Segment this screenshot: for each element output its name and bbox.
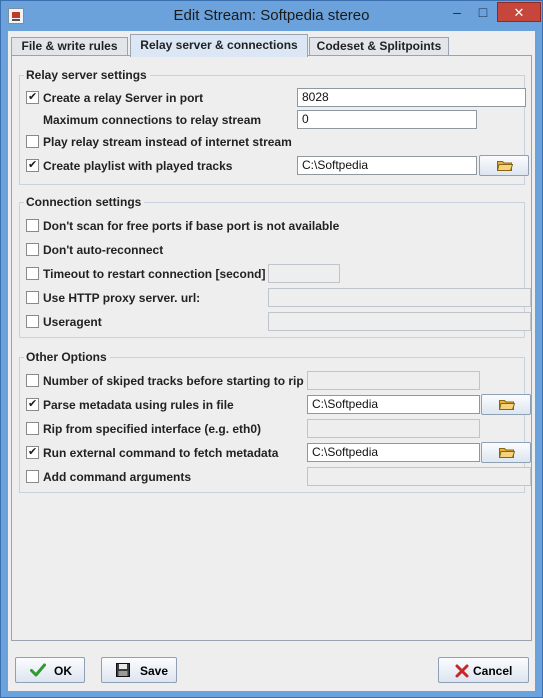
- connection-settings-group-title: Connection settings: [24, 195, 144, 209]
- max-connections-input[interactable]: 0: [297, 110, 477, 129]
- play-relay-label: Play relay stream instead of internet stream: [43, 135, 292, 149]
- parse-metadata-input[interactable]: C:\Softpedia: [307, 395, 480, 414]
- parse-metadata-label: Parse metadata using rules in file: [43, 398, 234, 412]
- play-relay-checkbox[interactable]: [26, 135, 39, 148]
- tab-panel: [11, 55, 532, 641]
- save-button[interactable]: [101, 657, 177, 683]
- other-options-group-title: Other Options: [24, 350, 110, 364]
- maximize-button[interactable]: □: [478, 4, 488, 20]
- rip-interface-input[interactable]: [307, 419, 480, 438]
- dont-reconnect-checkbox[interactable]: [26, 243, 39, 256]
- run-command-checkbox[interactable]: [26, 446, 39, 459]
- skip-tracks-checkbox[interactable]: [26, 374, 39, 387]
- run-command-label: Run external command to fetch metadata: [43, 446, 279, 460]
- run-command-input[interactable]: C:\Softpedia: [307, 443, 480, 462]
- create-relay-checkbox[interactable]: [26, 91, 39, 104]
- tab-relay-server-connections[interactable]: Relay server & connections: [130, 34, 308, 57]
- relay-server-group-title: Relay server settings: [24, 68, 150, 82]
- create-playlist-checkbox[interactable]: [26, 159, 39, 172]
- cancel-x-icon: [455, 664, 469, 678]
- folder-open-icon: [499, 399, 515, 410]
- create-relay-label: Create a relay Server in port: [43, 91, 204, 105]
- useragent-checkbox[interactable]: [26, 315, 39, 328]
- proxy-label: Use HTTP proxy server. url:: [43, 291, 201, 305]
- create-playlist-label: Create playlist with played tracks: [43, 159, 233, 173]
- skip-tracks-input[interactable]: [307, 371, 480, 390]
- dont-reconnect-label: Don't auto-reconnect: [43, 243, 164, 257]
- dialog-client: [8, 31, 535, 691]
- add-args-input[interactable]: [307, 467, 531, 486]
- close-button[interactable]: ✕: [497, 2, 541, 22]
- useragent-input[interactable]: [268, 312, 531, 331]
- folder-open-icon: [497, 160, 513, 171]
- parse-metadata-browse-button[interactable]: [481, 394, 531, 415]
- timeout-label: Timeout to restart connection [second]: [43, 267, 266, 281]
- add-args-label: Add command arguments: [43, 470, 192, 484]
- window-title: Edit Stream: Softpedia stereo: [173, 7, 370, 24]
- ok-button-label: OK: [54, 664, 72, 678]
- dont-scan-label: Don't scan for free ports if base port is not available: [43, 219, 340, 233]
- timeout-checkbox[interactable]: [26, 267, 39, 280]
- cancel-button-label: Cancel: [473, 664, 513, 678]
- playlist-path-input[interactable]: C:\Softpedia: [297, 156, 477, 175]
- folder-open-icon: [499, 447, 515, 458]
- tab-codeset-splitpoints[interactable]: Codeset & Splitpoints: [309, 37, 449, 56]
- minimize-button[interactable]: –: [453, 4, 461, 20]
- rip-interface-checkbox[interactable]: [26, 422, 39, 435]
- ok-button[interactable]: [15, 657, 85, 683]
- title-bar[interactable]: [1, 1, 542, 31]
- relay-server-group: [19, 68, 525, 185]
- tab-file-write-rules[interactable]: File & write rules: [11, 37, 128, 56]
- timeout-input[interactable]: [268, 264, 340, 283]
- max-connections-label: Maximum connections to relay stream: [43, 113, 262, 127]
- proxy-url-input[interactable]: [268, 288, 531, 307]
- other-options-group: [19, 350, 525, 493]
- cancel-button[interactable]: [438, 657, 529, 683]
- add-args-checkbox[interactable]: [26, 470, 39, 483]
- rip-interface-label: Rip from specified interface (e.g. eth0): [43, 422, 262, 436]
- parse-metadata-checkbox[interactable]: [26, 398, 39, 411]
- floppy-disk-icon: [116, 663, 130, 677]
- checkmark-icon: [30, 663, 46, 677]
- connection-settings-group: [19, 195, 525, 338]
- run-command-browse-button[interactable]: [481, 442, 531, 463]
- save-button-label: Save: [140, 664, 169, 678]
- playlist-browse-button[interactable]: [479, 155, 529, 176]
- relay-port-input[interactable]: 8028: [297, 88, 526, 107]
- skip-tracks-label: Number of skiped tracks before starting to rip: [43, 374, 304, 388]
- proxy-checkbox[interactable]: [26, 291, 39, 304]
- dont-scan-checkbox[interactable]: [26, 219, 39, 232]
- useragent-label: Useragent: [43, 315, 102, 329]
